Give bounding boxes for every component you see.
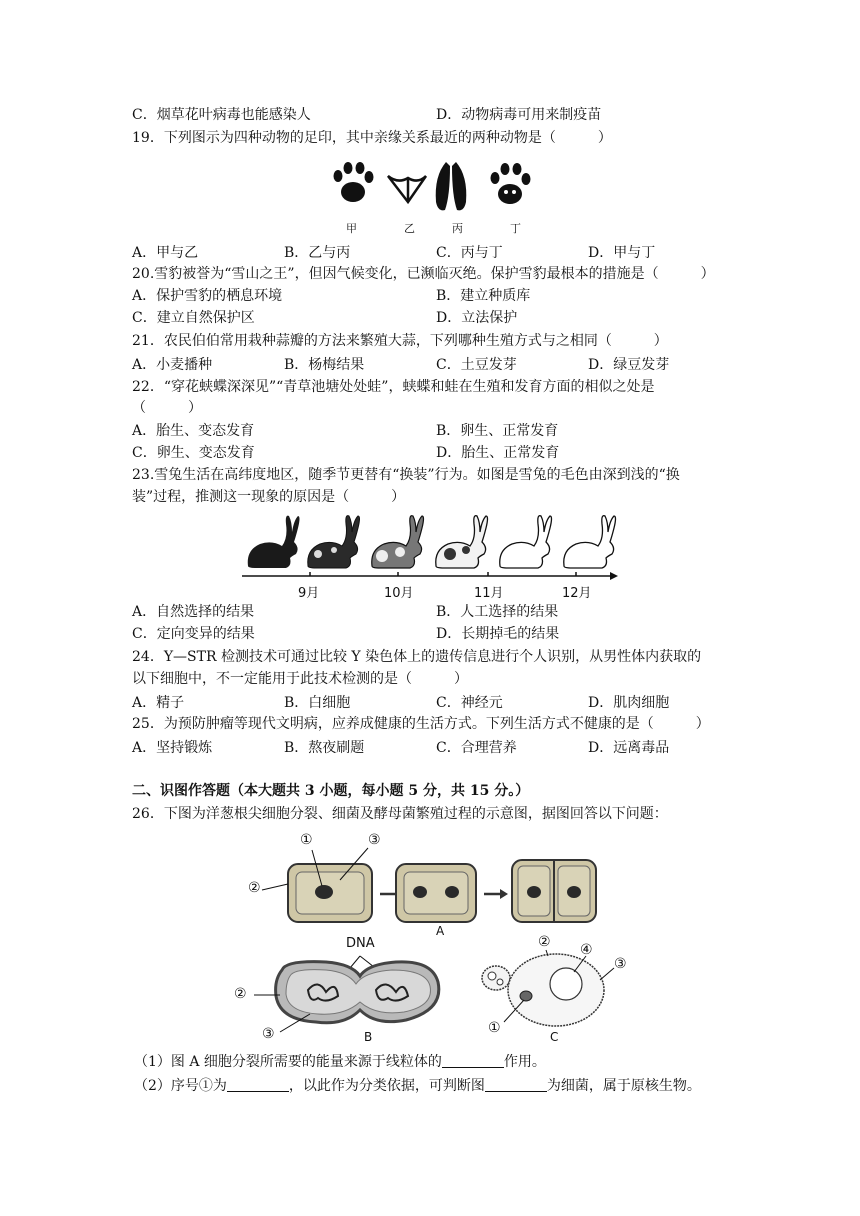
hare-5-icon [500,516,552,568]
figure-a-cell-division [240,828,610,940]
q18-option-d: D．动物病毒可用来制疫苗 [436,107,602,123]
q26-sub1-tail: 作用。 [503,1054,546,1070]
q23-option-c: C．定向变异的结果 [132,626,255,642]
q23-option-d: D．长期掉毛的结果 [436,626,560,642]
q22-option-d: D．胎生、正常发育 [436,445,560,461]
q19-option-d: D．甲与丁 [588,245,656,261]
paw-print-ding-icon [491,163,531,204]
cell-1-icon [288,864,372,922]
q20-option-d: D．立法保护 [436,310,518,326]
q25-stem: 25．为预防肿瘤等现代文明病，应养成健康的生活方式。下列生活方式不健康的是（ ） [132,716,710,732]
figure-c-label: C [550,1030,559,1044]
q21-option-a: A．小麦播种 [132,357,213,373]
q22-option-c: C．卵生、变态发育 [132,445,255,461]
label-3-b: ③ [262,1026,275,1042]
q22-stem-cont: （ ） [132,400,202,416]
q23-stem-cont: 装”过程，推测这一现象的原因是（ ） [132,489,406,505]
q19-option-c: C．丙与丁 [436,245,503,261]
figure-a-label: A [436,924,445,938]
q19-option-b: B．乙与丙 [284,245,351,261]
q23-option-a: A．自然选择的结果 [132,604,255,620]
footprint-label-bing: 丙 [452,222,463,235]
q26-sub2-mid: ，以此作为分类依据，可判断图 [288,1078,485,1094]
q26-sub2-tail: 为细菌，属于原核生物。 [546,1078,701,1094]
section-2-title: 二、识图作答题（本大题共 3 小题，每小题 5 分，共 15 分。） [132,783,530,799]
month-label-dec: 12月 [562,586,592,601]
q24-option-b: B．白细胞 [284,695,351,711]
cell-2-icon [396,864,476,922]
q26-sub1-text: （1）图 A 细胞分裂所需要的能量来源于线粒体的 [134,1054,442,1070]
label-dna: DNA [346,936,375,951]
q22-option-b: B．卵生、正常发育 [436,423,559,439]
q24-option-a: A．精子 [132,695,185,711]
hare-6-icon [564,516,616,568]
hoof-print-bing-icon [436,162,467,210]
q21-option-b: B．杨梅结果 [284,357,365,373]
q25-option-c: C．合理营养 [436,740,517,756]
label-2-c: ② [538,934,551,950]
q25-option-a: A．坚持锻炼 [132,740,213,756]
label-3-a: ③ [368,832,381,848]
q19-option-a: A．甲与乙 [132,245,199,261]
q25-option-b: B．熬夜刷题 [284,740,365,756]
q24-option-d: D．肌肉细胞 [588,695,670,711]
month-label-nov: 11月 [474,586,504,601]
figure-b-label: B [364,1030,373,1044]
label-1-a: ① [300,832,313,848]
hare-1-icon [248,516,300,568]
month-label-oct: 10月 [384,586,414,601]
q23-stem: 23.雪兔生活在高纬度地区，随季节更替有“换装”行为。如图是雪兔的毛色由深到浅的“换 [132,467,680,483]
hare-4-icon [436,516,488,568]
webbed-foot-yi-icon [388,176,426,202]
label-4-c: ④ [580,942,593,958]
bacterium-icon [276,962,439,1023]
q24-stem: 24．Y—STR 检测技术可通过比较 Y 染色体上的遗传信息进行个人识别，从男性体内获取的 [132,649,702,665]
q26-sub2-text: （2）序号①为 [134,1078,227,1094]
q25-option-d: D．远离毒品 [588,740,670,756]
q23-option-b: B．人工选择的结果 [436,604,559,620]
q21-option-c: C．土豆发芽 [436,357,517,373]
hare-3-icon [372,516,424,568]
q20-stem: 20.雪豹被誉为“雪山之王”，但因气候变化，已濒临灭绝。保护雪豹最根本的措施是（ ） [132,266,715,282]
answer-blank-3[interactable] [485,1077,547,1092]
yeast-cell-icon [482,954,604,1026]
figure-b-bacterium [226,940,456,1048]
q22-stem: 22．“穿花蛱蝶深深见”“青草池塘处处蛙”，蛱蝶和蛙在生殖和发育方面的相似之处是 [132,379,655,395]
q24-stem-cont: 以下细胞中，不一定能用于此技术检测的是（ ） [132,671,468,687]
month-label-sep: 9月 [298,586,320,601]
q20-option-b: B．建立种质库 [436,288,531,304]
q24-option-c: C．神经元 [436,695,503,711]
q21-stem: 21．农民伯伯常用栽种蒜瓣的方法来繁殖大蒜，下列哪种生殖方式与之相同（ ） [132,333,668,349]
label-3-c: ③ [614,956,627,972]
hare-2-icon [308,516,360,568]
label-2-b: ② [234,986,247,1002]
q20-option-c: C．建立自然保护区 [132,310,255,326]
q21-option-d: D．绿豆发芽 [588,357,670,373]
q18-option-c: C．烟草花叶病毒也能感染人 [132,107,311,123]
snow-hare-figure [240,510,620,582]
cell-3-icon [512,860,596,922]
paw-print-jia-icon [334,162,374,202]
label-2-a: ② [248,880,261,896]
footprint-label-jia: 甲 [346,222,357,235]
footprint-label-yi: 乙 [404,222,415,235]
q19-stem: 19．下列图示为四种动物的足印，其中亲缘关系最近的两种动物是（ ） [132,130,612,146]
footprint-label-ding: 丁 [510,222,521,235]
label-1-c: ① [488,1020,501,1036]
q20-option-a: A．保护雪豹的栖息环境 [132,288,283,304]
q22-option-a: A．胎生、变态发育 [132,423,255,439]
q26-sub2 [134,1076,701,1096]
answer-blank-1[interactable] [442,1053,504,1068]
q26-sub1 [134,1052,546,1072]
answer-blank-2[interactable] [227,1077,289,1092]
q26-stem: 26．下图为洋葱根尖细胞分裂、细菌及酵母菌繁殖过程的示意图，据图回答以下问题： [132,806,668,822]
